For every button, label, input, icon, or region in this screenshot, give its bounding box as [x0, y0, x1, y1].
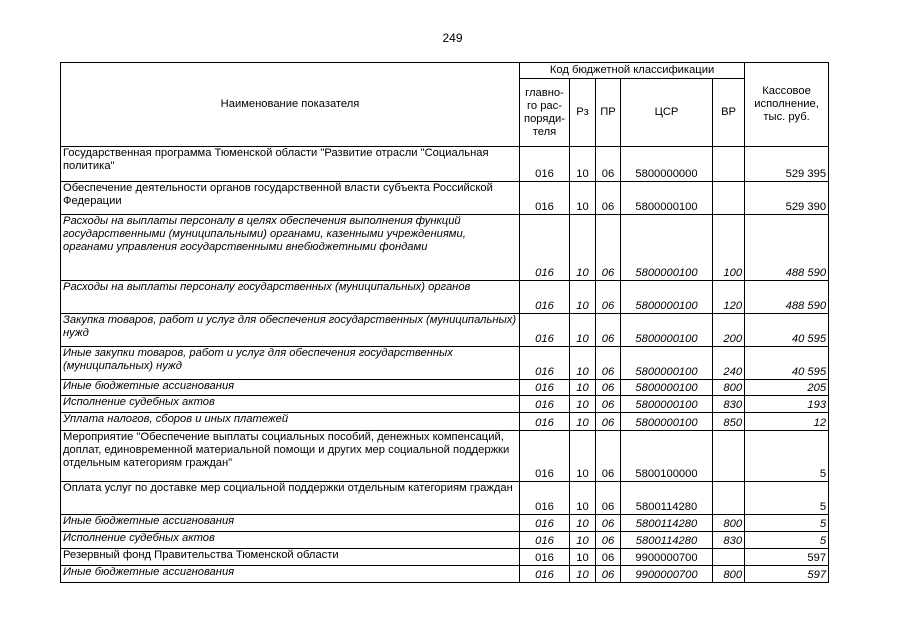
- cell-amount: 5: [745, 515, 829, 532]
- cell-rz: 10: [570, 515, 596, 532]
- cell-glavny: 016: [520, 215, 570, 281]
- cell-pr: 06: [596, 431, 621, 482]
- cell-amount: 5: [745, 482, 829, 515]
- cell-vr: [713, 182, 745, 215]
- cell-csr: 5800114280: [621, 515, 713, 532]
- cell-glavny: 016: [520, 566, 570, 583]
- row-name: Уплата налогов, сборов и иных платежей: [61, 413, 520, 431]
- cell-rz: 10: [570, 482, 596, 515]
- cell-pr: 06: [596, 396, 621, 413]
- cell-amount: 205: [745, 380, 829, 396]
- cell-vr: 100: [713, 215, 745, 281]
- cell-csr: 5800000100: [621, 413, 713, 431]
- cell-glavny: 016: [520, 413, 570, 431]
- cell-amount: 12: [745, 413, 829, 431]
- cell-csr: 5800000100: [621, 396, 713, 413]
- cell-glavny: 016: [520, 396, 570, 413]
- cell-vr: 830: [713, 532, 745, 549]
- row-name: Оплата услуг по доставке мер социальной поддержки отдельным категориям граждан: [61, 482, 520, 515]
- cell-amount: 488 590: [745, 215, 829, 281]
- row-name: Резервный фонд Правительства Тюменской области: [61, 549, 520, 566]
- cell-csr: 5800000100: [621, 215, 713, 281]
- cell-glavny: 016: [520, 147, 570, 182]
- cell-rz: 10: [570, 314, 596, 347]
- cell-vr: [713, 549, 745, 566]
- cell-csr: 5800000000: [621, 147, 713, 182]
- cell-pr: 06: [596, 380, 621, 396]
- page-number: 249: [442, 31, 463, 45]
- cell-amount: 488 590: [745, 281, 829, 314]
- cell-amount: 5: [745, 532, 829, 549]
- cell-amount: 5: [745, 431, 829, 482]
- cell-pr: 06: [596, 482, 621, 515]
- row-name: Иные бюджетные ассигнования: [61, 566, 520, 583]
- cell-csr: 5800114280: [621, 482, 713, 515]
- cell-pr: 06: [596, 215, 621, 281]
- cell-amount: 597: [745, 549, 829, 566]
- cell-amount: 529 395: [745, 147, 829, 182]
- cell-glavny: 016: [520, 431, 570, 482]
- row-name: Расходы на выплаты персоналу в целях обеспечения выполнения функций государственными (муниципальными) органами, казенными учреждениями, органами управления государственными внебюджетными фондами: [61, 215, 520, 281]
- row-name: Закупка товаров, работ и услуг для обеспечения государственных (муниципальных) нужд: [61, 314, 520, 347]
- header-pr: ПР: [596, 79, 621, 147]
- cell-glavny: 016: [520, 281, 570, 314]
- cell-vr: 850: [713, 413, 745, 431]
- cell-pr: 06: [596, 182, 621, 215]
- cell-pr: 06: [596, 566, 621, 583]
- row-name: Иные бюджетные ассигнования: [61, 380, 520, 396]
- cell-vr: 240: [713, 347, 745, 380]
- table-body: [61, 147, 829, 583]
- cell-csr: 5800000100: [621, 347, 713, 380]
- cell-pr: 06: [596, 281, 621, 314]
- row-name: Обеспечение деятельности органов государственной власти субъекта Российской Федерации: [61, 182, 520, 215]
- cell-rz: 10: [570, 182, 596, 215]
- cell-vr: 800: [713, 380, 745, 396]
- cell-csr: 9900000700: [621, 566, 713, 583]
- cell-glavny: 016: [520, 515, 570, 532]
- cell-glavny: 016: [520, 380, 570, 396]
- cell-glavny: 016: [520, 549, 570, 566]
- cell-rz: 10: [570, 566, 596, 583]
- cell-pr: 06: [596, 347, 621, 380]
- cell-csr: 5800100000: [621, 431, 713, 482]
- table-row: [61, 215, 829, 281]
- table-row: [61, 566, 829, 583]
- cell-rz: 10: [570, 396, 596, 413]
- table-row: [61, 281, 829, 314]
- cell-amount: 40 595: [745, 347, 829, 380]
- cell-vr: [713, 482, 745, 515]
- row-name: Исполнение судебных актов: [61, 532, 520, 549]
- table-row: [61, 182, 829, 215]
- header-name: Наименование показателя: [61, 63, 520, 147]
- row-name: Расходы на выплаты персоналу государственных (муниципальных) органов: [61, 281, 520, 314]
- cell-csr: 5800000100: [621, 182, 713, 215]
- cell-pr: 06: [596, 147, 621, 182]
- table-row: [61, 314, 829, 347]
- cell-rz: 10: [570, 147, 596, 182]
- header-csr: ЦСР: [621, 79, 713, 147]
- table-row: [61, 515, 829, 532]
- cell-vr: [713, 147, 745, 182]
- cell-rz: 10: [570, 281, 596, 314]
- row-name: Исполнение судебных актов: [61, 396, 520, 413]
- cell-rz: 10: [570, 413, 596, 431]
- cell-rz: 10: [570, 549, 596, 566]
- header-amount: Кассовое исполнение, тыс. руб.: [745, 63, 829, 147]
- table-row: [61, 380, 829, 396]
- cell-rz: 10: [570, 380, 596, 396]
- cell-amount: 193: [745, 396, 829, 413]
- cell-rz: 10: [570, 215, 596, 281]
- header-rz: Рз: [570, 79, 596, 147]
- table-row: [61, 532, 829, 549]
- row-name: Государственная программа Тюменской области "Развитие отрасли "Социальная политика": [61, 147, 520, 182]
- cell-csr: 9900000700: [621, 549, 713, 566]
- row-name: Иные бюджетные ассигнования: [61, 515, 520, 532]
- cell-rz: 10: [570, 347, 596, 380]
- cell-amount: 597: [745, 566, 829, 583]
- cell-pr: 06: [596, 549, 621, 566]
- table-row: [61, 482, 829, 515]
- cell-glavny: 016: [520, 182, 570, 215]
- cell-vr: 800: [713, 515, 745, 532]
- table-row: [61, 147, 829, 182]
- cell-glavny: 016: [520, 532, 570, 549]
- cell-vr: 800: [713, 566, 745, 583]
- cell-csr: 5800000100: [621, 380, 713, 396]
- cell-glavny: 016: [520, 314, 570, 347]
- header-vr: ВР: [713, 79, 745, 147]
- row-name: Иные закупки товаров, работ и услуг для обеспечения государственных (муниципальных) нужд: [61, 347, 520, 380]
- cell-amount: 40 595: [745, 314, 829, 347]
- cell-vr: 200: [713, 314, 745, 347]
- cell-vr: 830: [713, 396, 745, 413]
- cell-csr: 5800114280: [621, 532, 713, 549]
- cell-amount: 529 390: [745, 182, 829, 215]
- table-row: [61, 347, 829, 380]
- header-glavny: главно-го рас-поряди-теля: [520, 79, 570, 147]
- cell-pr: 06: [596, 413, 621, 431]
- table-row: [61, 413, 829, 431]
- cell-csr: 5800000100: [621, 314, 713, 347]
- cell-pr: 06: [596, 532, 621, 549]
- table-row: [61, 431, 829, 482]
- cell-glavny: 016: [520, 347, 570, 380]
- cell-vr: [713, 431, 745, 482]
- cell-pr: 06: [596, 314, 621, 347]
- cell-glavny: 016: [520, 482, 570, 515]
- budget-execution-table: [60, 62, 829, 583]
- cell-csr: 5800000100: [621, 281, 713, 314]
- cell-rz: 10: [570, 532, 596, 549]
- cell-vr: 120: [713, 281, 745, 314]
- table-row: [61, 396, 829, 413]
- cell-rz: 10: [570, 431, 596, 482]
- header-code-group: Код бюджетной классификации: [520, 63, 745, 79]
- cell-pr: 06: [596, 515, 621, 532]
- row-name: Мероприятие "Обеспечение выплаты социальных пособий, денежных компенсаций, доплат, единовременной материальной помощи и других мер социальной поддержки отдельным категориям граждан": [61, 431, 520, 482]
- table-row: [61, 549, 829, 566]
